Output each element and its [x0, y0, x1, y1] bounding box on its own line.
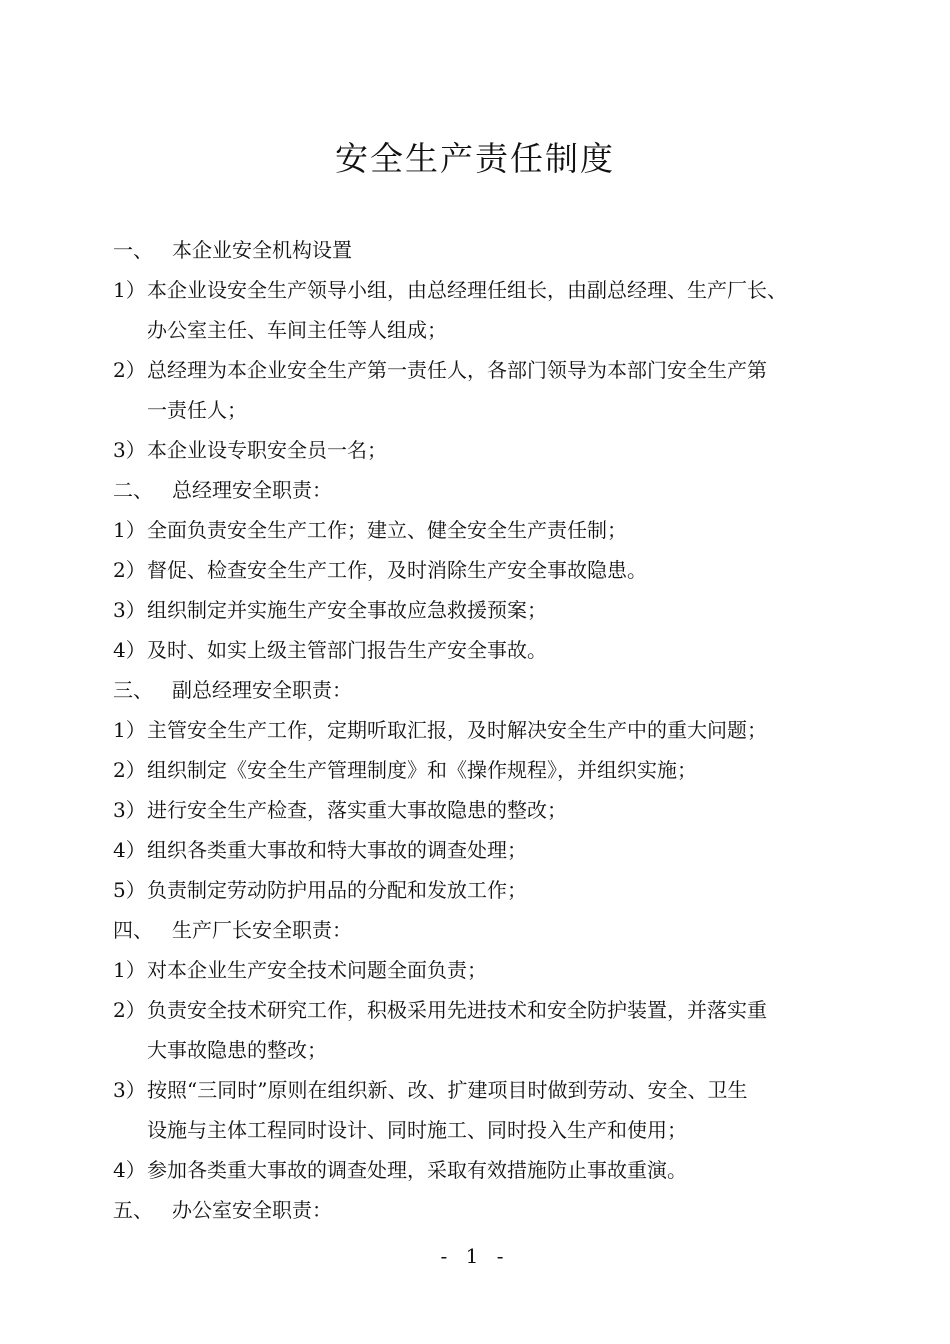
item-number: 1）	[113, 278, 146, 302]
item-number: 2）	[113, 998, 146, 1022]
item-text: 本企业设安全生产领导小组，由总经理任组长，由副总经理、生产厂长、	[147, 278, 787, 302]
item-number: 1）	[113, 718, 146, 742]
item-number: 2）	[113, 358, 146, 382]
item-text: 参加各类重大事故的调查处理，采取有效措施防止事故重演。	[147, 1158, 687, 1182]
section-number: 五、	[113, 1198, 153, 1222]
item-text: 全面负责安全生产工作；建立、健全安全生产责任制；	[147, 518, 627, 542]
list-item	[0, 1156, 950, 1184]
list-item-continuation	[0, 396, 950, 424]
item-text: 组织各类重大事故和特大事故的调查处理；	[147, 838, 527, 862]
item-number: 4）	[113, 838, 146, 862]
section-heading	[0, 676, 950, 704]
item-text: 负责制定劳动防护用品的分配和发放工作；	[147, 878, 527, 902]
item-number: 4）	[113, 1158, 146, 1182]
item-number: 1）	[113, 958, 146, 982]
item-text: 主管安全生产工作，定期听取汇报，及时解决安全生产中的重大问题；	[147, 718, 767, 742]
list-item	[0, 1076, 950, 1104]
item-number: 2）	[113, 558, 146, 582]
item-text: 设施与主体工程同时设计、同时施工、同时投入生产和使用；	[147, 1118, 687, 1142]
item-text: 负责安全技术研究工作，积极采用先进技术和安全防护装置，并落实重	[147, 998, 767, 1022]
item-number: 5）	[113, 878, 146, 902]
item-number: 3）	[113, 438, 146, 462]
list-item	[0, 596, 950, 624]
section-number: 二、	[113, 478, 153, 502]
section-heading	[0, 236, 950, 264]
list-item-continuation	[0, 316, 950, 344]
section-heading	[0, 916, 950, 944]
section-title: 副总经理安全职责：	[172, 678, 352, 702]
list-item	[0, 956, 950, 984]
page-number: - 1 -	[440, 1244, 510, 1268]
section-title: 办公室安全职责：	[172, 1198, 332, 1222]
item-text: 办公室主任、车间主任等人组成；	[147, 318, 447, 342]
item-number: 4）	[113, 638, 146, 662]
list-item	[0, 836, 950, 864]
list-item	[0, 356, 950, 384]
section-title: 生产厂长安全职责：	[172, 918, 352, 942]
section-number: 四、	[113, 918, 153, 942]
item-text: 及时、如实上级主管部门报告生产安全事故。	[147, 638, 547, 662]
section-heading	[0, 1196, 950, 1224]
item-text: 大事故隐患的整改；	[147, 1038, 327, 1062]
item-text: 按照“三同时”原则在组织新、改、扩建项目时做到劳动、安全、卫生	[147, 1078, 748, 1102]
list-item	[0, 556, 950, 584]
item-number: 2）	[113, 758, 146, 782]
list-item	[0, 636, 950, 664]
item-text: 督促、检查安全生产工作，及时消除生产安全事故隐患。	[147, 558, 647, 582]
section-number: 一、	[113, 238, 153, 262]
section-title: 本企业安全机构设置	[172, 238, 352, 262]
item-text: 组织制定并实施生产安全事故应急救援预案；	[147, 598, 547, 622]
item-text: 总经理为本企业安全生产第一责任人，各部门领导为本部门安全生产第	[147, 358, 767, 382]
item-text: 一责任人；	[147, 398, 247, 422]
item-text: 组织制定《安全生产管理制度》和《操作规程》，并组织实施；	[147, 758, 697, 782]
document-title: 安全生产责任制度	[335, 139, 615, 178]
list-item	[0, 996, 950, 1024]
list-item	[0, 716, 950, 744]
list-item-continuation	[0, 1116, 950, 1144]
item-text: 进行安全生产检查，落实重大事故隐患的整改；	[147, 798, 567, 822]
item-number: 1）	[113, 518, 146, 542]
section-heading	[0, 476, 950, 504]
item-number: 3）	[113, 1078, 146, 1102]
list-item	[0, 516, 950, 544]
list-item	[0, 756, 950, 784]
list-item	[0, 436, 950, 464]
item-number: 3）	[113, 798, 146, 822]
section-number: 三、	[113, 678, 153, 702]
list-item	[0, 876, 950, 904]
item-text: 对本企业生产安全技术问题全面负责；	[147, 958, 487, 982]
list-item-continuation	[0, 1036, 950, 1064]
item-number: 3）	[113, 598, 146, 622]
item-text: 本企业设专职安全员一名；	[147, 438, 387, 462]
list-item	[0, 276, 950, 304]
list-item	[0, 796, 950, 824]
section-title: 总经理安全职责：	[172, 478, 332, 502]
